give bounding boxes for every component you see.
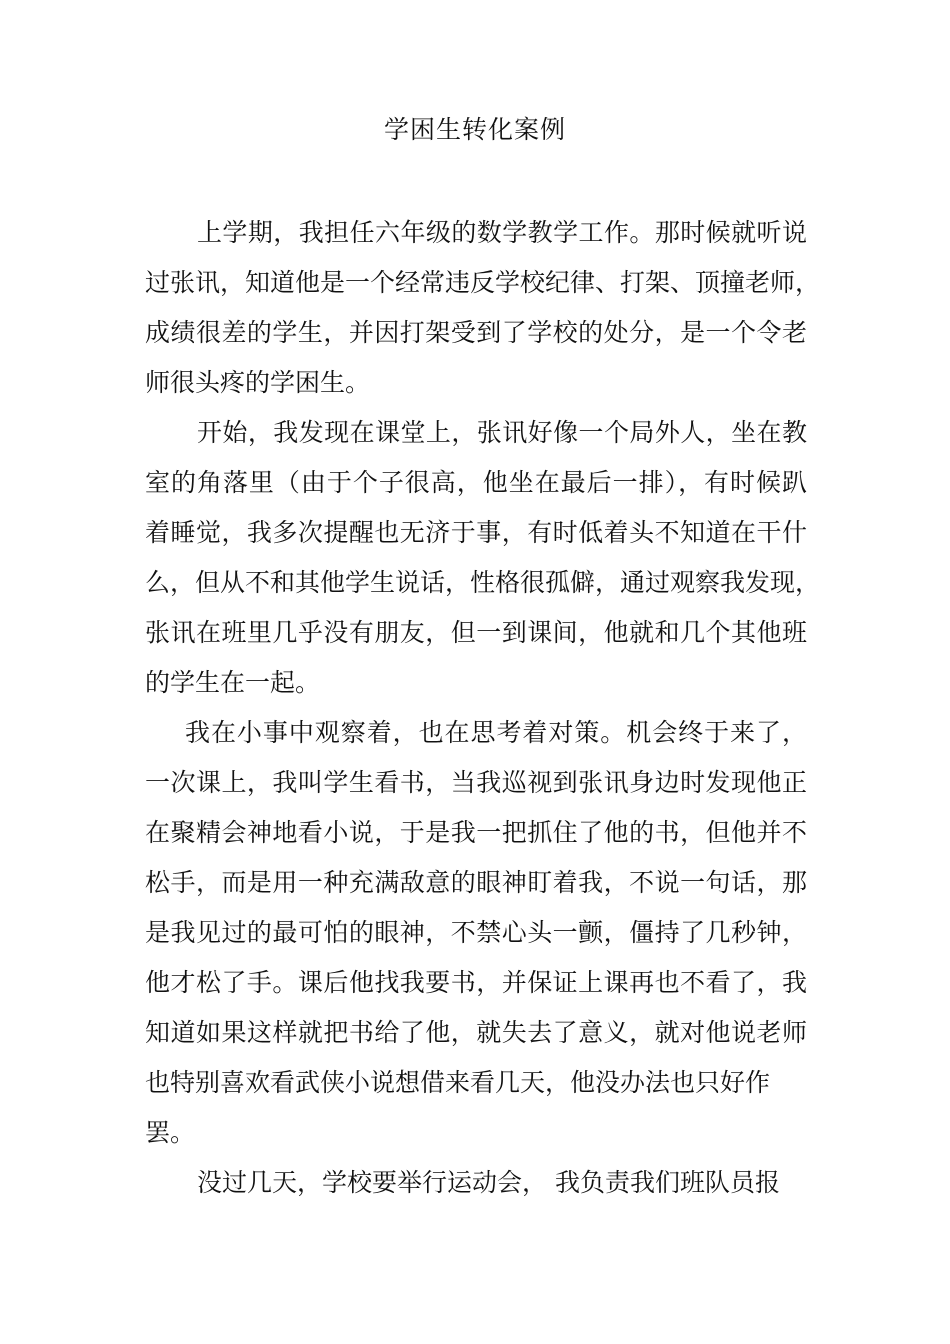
paragraph-line: 上学期，我担任六年级的数学教学工作。那时候就听说	[197, 218, 807, 247]
paragraph-line: 师很头疼的学困生。	[145, 368, 371, 397]
paragraph-line: 罢。	[145, 1118, 196, 1147]
paragraph-line: 在聚精会神地看小说，于是我一把抓住了他的书，但他并不	[145, 818, 807, 847]
paragraph-line: 过张讯，知道他是一个经常违反学校纪律、打架、顶撞老师，	[145, 268, 821, 297]
paragraph-line: 松手，而是用一种充满敌意的眼神盯着我，不说一句话，那	[145, 868, 807, 897]
paragraph-line: 室的角落里（由于个子很高，他坐在最后一排），有时候趴	[145, 468, 807, 497]
paragraph-line: 张讯在班里几乎没有朋友，但一到课间，他就和几个其他班	[145, 618, 807, 647]
document-title: 学困生转化案例	[383, 115, 566, 144]
paragraph-line: 是我见过的最可怕的眼神，不禁心头一颤，僵持了几秒钟，	[145, 918, 807, 947]
paragraph-line: 也特别喜欢看武侠小说想借来看几天，他没办法也只好作	[145, 1068, 771, 1097]
paragraph-4	[145, 1158, 807, 1208]
paragraph-line: 没过几天，学校要举行运动会， 我负责我们班队员报	[197, 1168, 780, 1197]
paragraph-1	[145, 208, 821, 408]
paragraph-3	[145, 708, 807, 1158]
paragraph-line: 知道如果这样就把书给了他，就失去了意义，就对他说老师	[145, 1018, 807, 1047]
paragraph-line: 开始，我发现在课堂上，张讯好像一个局外人，坐在教	[197, 418, 807, 447]
paragraph-line: 他才松了手。课后他找我要书，并保证上课再也不看了，我	[145, 968, 807, 997]
paragraph-2	[145, 408, 821, 708]
paragraph-line: 我在小事中观察着，也在思考着对策。机会终于来了，	[185, 718, 807, 747]
paragraph-line: 么，但从不和其他学生说话，性格很孤僻，通过观察我发现，	[145, 568, 821, 597]
paragraph-line: 成绩很差的学生，并因打架受到了学校的处分，是一个令老	[145, 318, 807, 347]
paragraph-line: 的学生在一起。	[145, 668, 321, 697]
paragraph-line: 着睡觉，我多次提醒也无济于事，有时低着头不知道在干什	[145, 518, 807, 547]
paragraph-line: 一次课上，我叫学生看书，当我巡视到张讯身边时发现他正	[145, 768, 807, 797]
document-body	[145, 208, 821, 1208]
